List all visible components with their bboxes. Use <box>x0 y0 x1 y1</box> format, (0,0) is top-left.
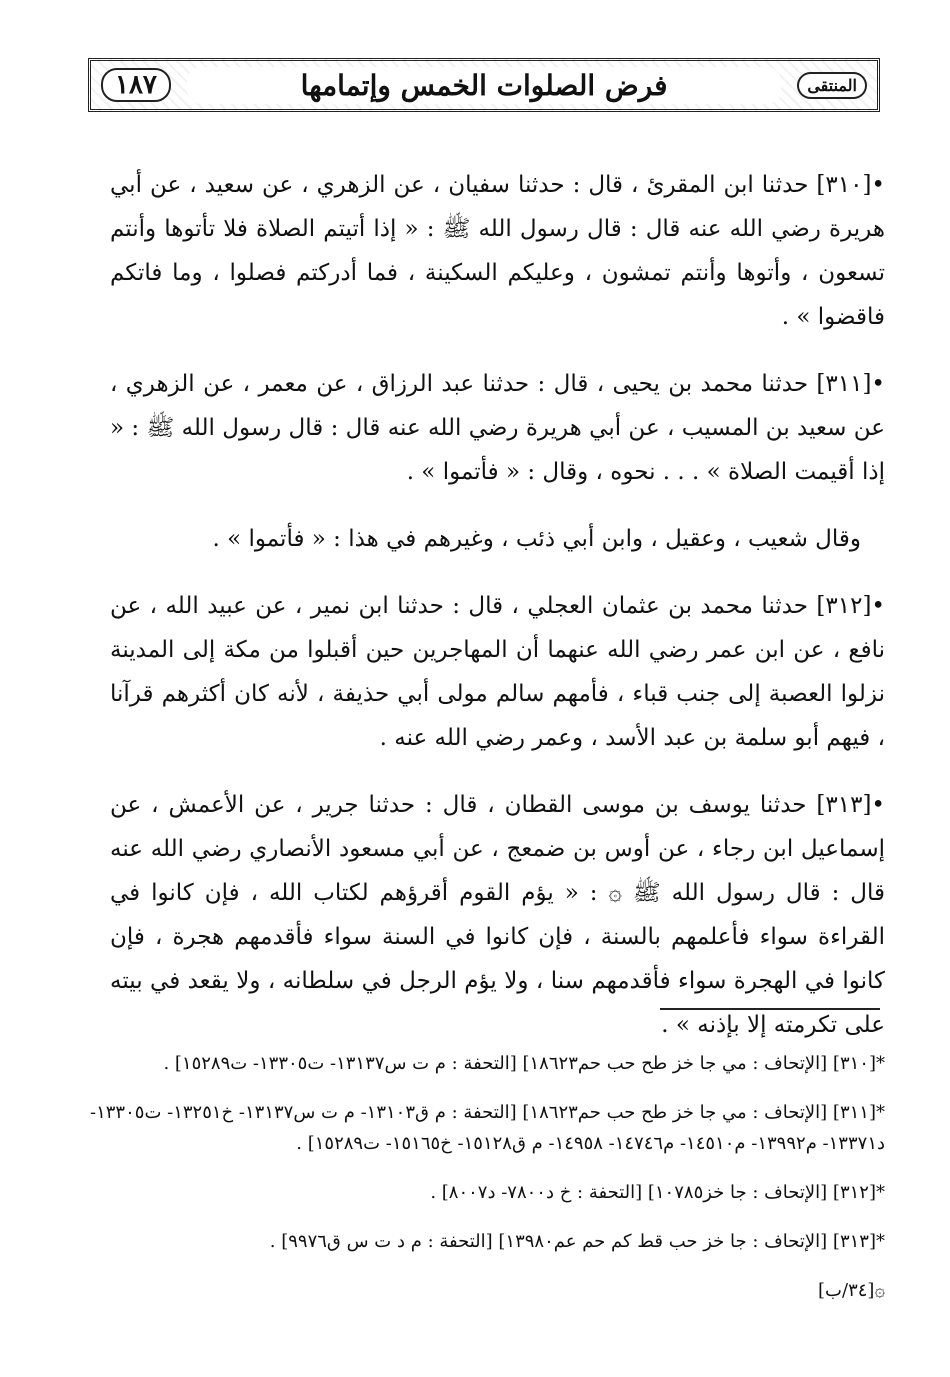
footnote-313: *[٣١٣] [الإتحاف : جا خز حب قط كم حم عم١٣٩٨٠] [التحفة : م د ت س ق٩٩٧٦] . <box>269 1231 885 1252</box>
manuscript-folio-marker: ۞[٣٤/ب] <box>818 1280 885 1301</box>
footnote-divider <box>660 1008 880 1010</box>
footnote-310: *[٣١٠] [الإتحاف : مي جا خز طح حب حم١٨٦٢٣] [التحفة : م ت س١٣١٣٧- ت١٣٣٠٥- ت١٥٢٨٩] . <box>163 1053 885 1074</box>
book-logo: المنتقى <box>797 72 867 99</box>
hadith-311: •[٣١١] حدثنا محمد بن يحيى ، قال : حدثنا عبد الرزاق ، عن معمر ، عن الزهري ، عن سعيد بن المسيب ، عن أبي هريرة رضي الله عنه قال : قال رسول الله ﷺ : « إذا أقيمت الصلاة » . . . نحوه ، وقال : « فأتموا » . <box>110 371 885 485</box>
hadith-311-comment: وقال شعيب ، وعقيل ، وابن أبي ذئب ، وغيرهم في هذا : « فأتموا » . <box>212 526 861 552</box>
hadith-313: •[٣١٣] حدثنا يوسف بن موسى القطان ، قال : حدثنا جرير ، عن الأعمش ، عن إسماعيل ابن رجاء ، عن أوس بن ضمعج ، عن أبي مسعود الأنصاري رضي الله عنه قال : قال رسول الله ﷺ ۞ : « يؤم القوم أقرؤهم لكتاب الله ، فإن كانوا في القراءة سواء فأعلمهم بالسنة ، فإن كانوا في السنة سواء فأقدمهم هجرة ، فإن كانوا في الهجرة سواء فأقدمهم سنا ، ولا يؤم الرجل في سلطانه ، ولا يقعد في بيته على تكرمته إلا بإذنه » . <box>110 792 885 1038</box>
hadith-310: •[٣١٠] حدثنا ابن المقرئ ، قال : حدثنا سفيان ، عن الزهري ، عن سعيد ، عن أبي هريرة رضي الله عنه قال : قال رسول الله ﷺ : « إذا أتيتم الصلاة فلا تأتوها وأنتم تسعون ، وأتوها وأنتم تمشون ، وعليكم السكينة ، فما أدركتم فصلوا ، وما فاتكم فاقضوا » . <box>110 172 885 330</box>
hadith-312: •[٣١٢] حدثنا محمد بن عثمان العجلي ، قال : حدثنا ابن نمير ، عن عبيد الله ، عن نافع ، عن ابن عمر رضي الله عنهما أن المهاجرين حين أقبلوا من مكة إلى المدينة نزلوا العصبة إلى جنب قباء ، فأمهم سالم مولى أبي حذيفة ، لأنه كان أكثرهم قرآنا ، فيهم أبو سلمة بن عبد الأسد ، وعمر رضي الله عنه . <box>110 593 885 751</box>
footnote-311: *[٣١١] [الإتحاف : مي جا خز طح حب حم١٨٦٢٣] [التحفة : م ق١٣١٠٣- م ت س١٣١٣٧- خ١٣٢٥١- ت١٣٣٠٥- د١٣٣٧١- م١٣٩٩٢- م١٤٥١٠- م١٤٧٤٦- ١٤٩٥٨- م ق١٥١٢٨- خ١٥١٦٥- ت١٥٢٨٩] . <box>90 1102 885 1154</box>
chapter-title: فرض الصلوات الخمس وإتمامها <box>187 67 781 104</box>
main-text <box>110 140 885 1061</box>
footnote-312: *[٣١٢] [الإتحاف : جا خز١٠٧٨٥] [التحفة : خ د٧٨٠٠- د٨٠٠٧] . <box>430 1182 885 1203</box>
page-header <box>88 58 880 112</box>
page-number: ١٨٧ <box>101 68 171 102</box>
footnotes <box>90 1030 885 1310</box>
